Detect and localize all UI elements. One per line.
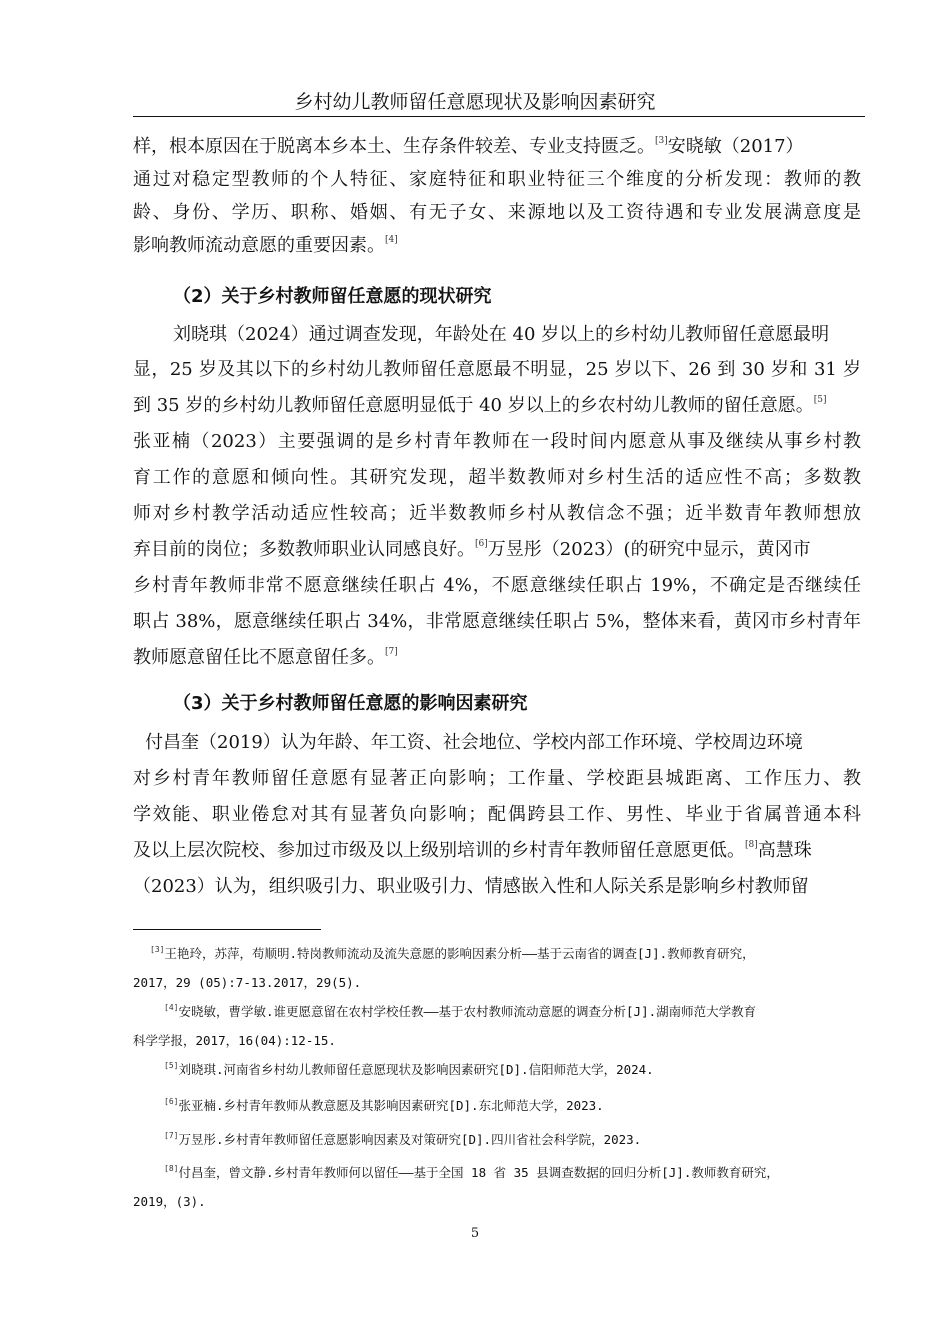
running-header: 乡村幼儿教师留任意愿现状及影响因素研究 [294,91,656,113]
footnote-ref: [6] [164,1097,179,1106]
text-line: 到 35 岁的乡村幼儿教师留任意愿明显低于 40 岁以上的乡农村幼儿教师的留任意愿。[5] [133,395,827,416]
text-line: 职占 38%，愿意继续任职占 34%，非常愿意继续任职占 5%，整体来看，黄冈市乡村青年 [133,611,861,632]
header-rule [133,116,865,117]
footnote: [8]付昌奎，曾文静.乡村青年教师何以留任——基于全国 18 省 35 县调查数据的回归分析[J].教师教育研究， [164,1164,779,1180]
text-line: 师对乡村教学活动适应性较高；近半数教师乡村从教信念不强；近半数青年教师想放 [133,503,861,524]
footnote-rule [133,929,321,930]
text-line: 学效能、职业倦怠对其有显著负向影响；配偶跨县工作、男性、毕业于省属普通本科 [133,804,861,825]
citation-ref[interactable]: [4] [385,235,398,245]
text-line: 及以上层次院校、参加过市级及以上级别培训的乡村青年教师留任意愿更低。[8]高慧珠 [133,840,812,861]
text-line: 育工作的意愿和倾向性。其研究发现，超半数教师对乡村生活的适应性不高；多数教 [133,467,861,488]
footnote-ref: [5] [164,1061,179,1070]
footnote-continuation: 科学学报，2017，16(04):12-15. [133,1033,336,1048]
text-line: 显，25 岁及其以下的乡村幼儿教师留任意愿最不明显，25 岁以下、26 到 30 岁和 31 岁 [133,359,861,380]
page-number: 5 [470,1226,480,1241]
citation-ref[interactable]: [7] [385,647,398,657]
footnote: [6]张亚楠.乡村青年教师从教意愿及其影响因素研究[D].东北师范大学，2023. [164,1097,604,1113]
section-heading: （3）关于乡村教师留任意愿的影响因素研究 [173,693,528,714]
footnote-continuation: 2017，29 (05):7-13.2017，29(5). [133,975,362,990]
footnote-ref: [7] [164,1131,179,1140]
text-line: 教师愿意留任比不愿意留任多。[7] [133,647,398,668]
footnote: [4]安晓敏，曹学敏.谁更愿意留在农村学校任教——基于农村教师流动意愿的调查分析[J].湖南师范大学教育 [164,1003,757,1019]
text-line: 弃目前的岗位；多数教师职业认同感良好。[6]万昱彤（2023）(的研究中显示，黄冈市 [133,539,811,560]
footnote-continuation: 2019，(3). [133,1194,206,1209]
text-line: 龄、身份、学历、职称、婚姻、有无子女、来源地以及工资待遇和专业发展满意度是 [133,202,861,223]
footnote-ref: [4] [164,1003,179,1012]
text-line: 付昌奎（2019）认为年龄、年工资、社会地位、学校内部工作环境、学校周边环境 [145,732,803,753]
citation-ref[interactable]: [5] [813,395,827,405]
footnote: [3]王艳玲，苏萍，苟顺明.特岗教师流动及流失意愿的影响因素分析——基于云南省的调查[J].教师教育研究， [150,945,755,961]
footnote: [7]万昱彤.乡村青年教师留任意愿影响因素及对策研究[D].四川省社会科学院，2023. [164,1131,642,1147]
text-line: 样，根本原因在于脱离本乡本土、生存条件较差、专业支持匮乏。[3]安晓敏（2017） [133,136,804,157]
text-line: 乡村青年教师非常不愿意继续任职占 4%，不愿意继续任职占 19%，不确定是否继续任 [133,575,861,596]
text-line: 通过对稳定型教师的个人特征、家庭特征和职业特征三个维度的分析发现：教师的教 [133,169,861,190]
citation-ref[interactable]: [6] [475,539,488,549]
footnote-ref: [3] [150,945,165,954]
footnote-ref: [8] [164,1164,179,1173]
text-line: 刘晓琪（2024）通过调查发现，年龄处在 40 岁以上的乡村幼儿教师留任意愿最明 [173,324,830,345]
text-line: 对乡村青年教师留任意愿有显著正向影响；工作量、学校距县城距离、工作压力、教 [133,768,861,789]
text-line: （2023）认为，组织吸引力、职业吸引力、情感嵌入性和人际关系是影响乡村教师留 [133,876,809,897]
footnote: [5]刘晓琪.河南省乡村幼儿教师留任意愿现状及影响因素研究[D].信阳师范大学，2024. [164,1061,654,1077]
citation-ref[interactable]: [3] [655,136,668,146]
text-line: 影响教师流动意愿的重要因素。[4] [133,235,398,256]
text-line: 张亚楠（2023）主要强调的是乡村青年教师在一段时间内愿意从事及继续从事乡村教 [133,431,861,452]
citation-ref[interactable]: [8] [745,840,758,850]
section-heading: （2）关于乡村教师留任意愿的现状研究 [173,286,492,307]
